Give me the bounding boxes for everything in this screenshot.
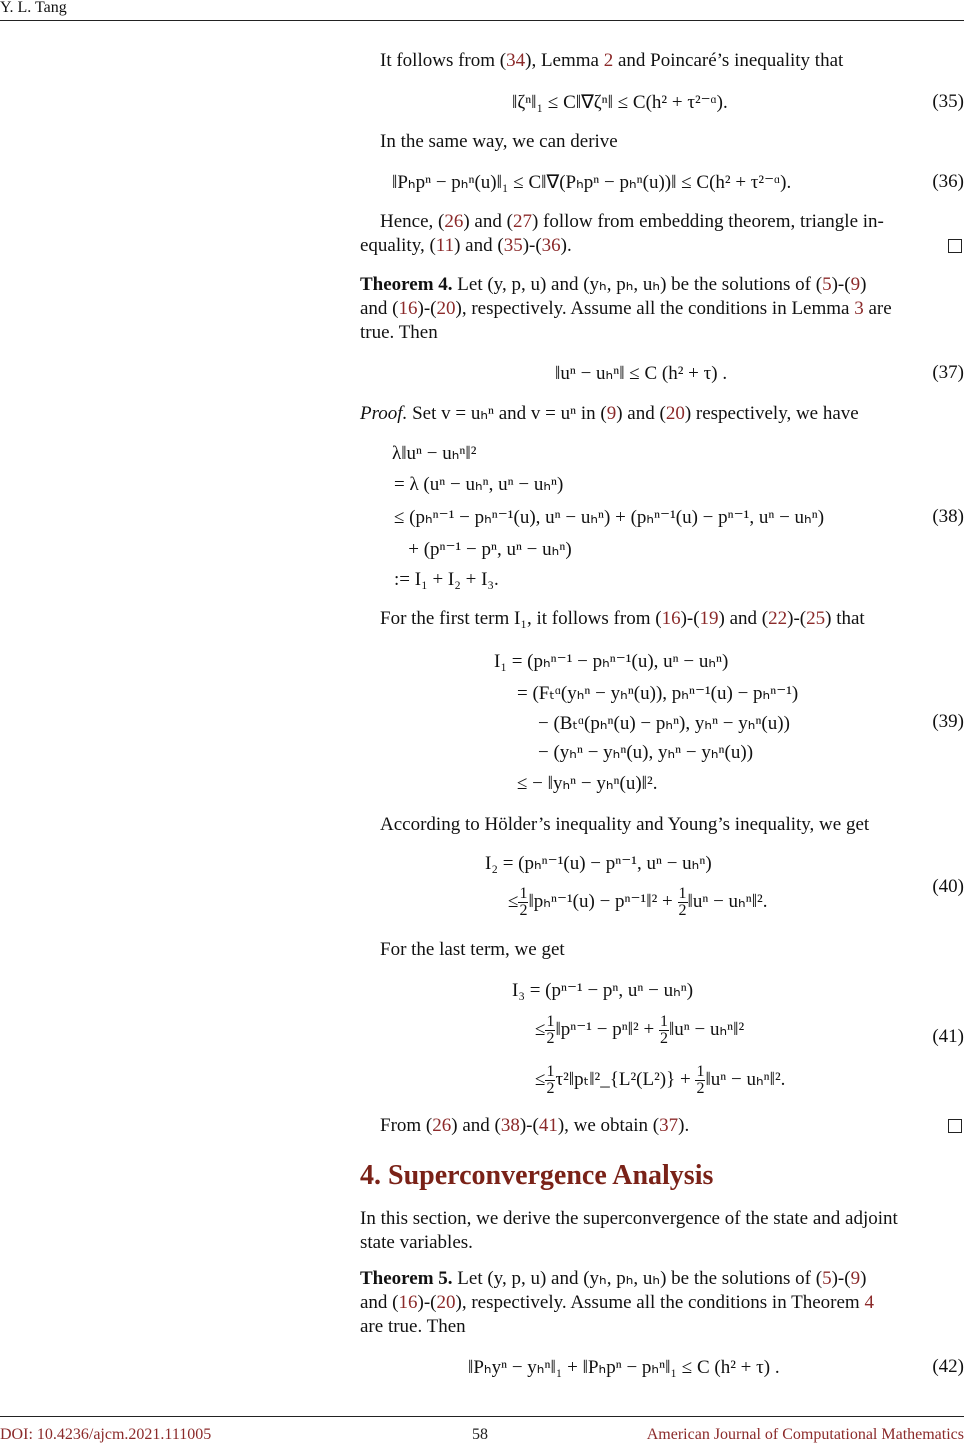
equation-number-38: (38) [932, 506, 964, 527]
equation-40-line2: ≤ $\frac{1}{2}$ ‖pₕⁿ⁻¹(u) − pⁿ⁻¹‖² + $\frac{1}{2}$ ‖uⁿ − uₕⁿ‖². [508, 885, 768, 919]
eq-ref-36[interactable]: 36 [541, 235, 561, 256]
equation-number-41: (41) [932, 1026, 964, 1047]
equation-number-36: (36) [932, 171, 964, 192]
eq-ref-37[interactable]: 37 [659, 1115, 679, 1136]
eq-ref-27[interactable]: 27 [512, 211, 532, 232]
paragraph-hence-cont: equality, (11) and (35)-(36). [360, 235, 572, 256]
lemma-ref-3[interactable]: 3 [854, 298, 864, 319]
eq-ref-26b[interactable]: 26 [432, 1115, 452, 1136]
page-number: 58 [472, 1426, 488, 1443]
eq-ref-16c[interactable]: 16 [398, 1292, 418, 1313]
equation-number-35: (35) [932, 91, 964, 112]
equation-number-42: (42) [932, 1356, 964, 1377]
section-intro-line1: In this section, we derive the superconvergence of the state and adjoint [360, 1208, 898, 1229]
equation-41-line1: I₃ = (pⁿ⁻¹ − pⁿ, uⁿ − uₕⁿ) [512, 980, 694, 1001]
eq-ref-19[interactable]: 19 [699, 608, 719, 629]
eq-ref-9c[interactable]: 9 [850, 1268, 861, 1289]
author-name: Y. L. Tang [0, 0, 67, 16]
equation-39-line3: − (Bₜᵅ(pₕⁿ(u) − pₕⁿ), yₕⁿ − yₕⁿ(u)) [538, 713, 790, 734]
equation-36: ‖Pₕpⁿ − pₕⁿ(u)‖₁ ≤ C‖∇(Pₕpⁿ − pₕⁿ(u))‖ ≤ C(h² + τ²⁻ᵅ). [392, 172, 792, 193]
eq-ref-16b[interactable]: 16 [661, 608, 681, 629]
qed-box-icon [948, 1119, 962, 1133]
eq-ref-38[interactable]: 38 [500, 1115, 520, 1136]
equation-number-39: (39) [932, 711, 964, 732]
eq-ref-34[interactable]: 34 [506, 50, 526, 71]
equation-41-line3: ≤ $\frac{1}{2}$ τ²‖pₜ‖²_{L²(L²)} + $\frac{1}{2}$ ‖uⁿ − uₕⁿ‖². [535, 1063, 786, 1097]
theorem-4: Theorem 4. Let (y, p, u) and (yₕ, pₕ, uₕ) be the solutions of (5)-(9) [360, 274, 867, 295]
journal-link[interactable]: American Journal of Computational Mathematics [646, 1426, 964, 1443]
eq-ref-5[interactable]: 5 [822, 274, 832, 295]
eq-ref-22[interactable]: 22 [768, 608, 788, 629]
eq-ref-5b[interactable]: 5 [822, 1268, 832, 1289]
theorem-5-line3: are true. Then [360, 1316, 466, 1337]
eq-ref-20c[interactable]: 20 [436, 1292, 456, 1313]
equation-38-line2: = λ (uⁿ − uₕⁿ, uⁿ − uₕⁿ) [394, 474, 564, 495]
proof-label: Proof. [360, 403, 408, 424]
equation-39-line2: = (Fₜᵅ(yₕⁿ − yₕⁿ(u)), pₕⁿ⁻¹(u) − pₕⁿ⁻¹) [517, 683, 799, 704]
equation-39-line1: I₁ = (pₕⁿ⁻¹ − pₕⁿ⁻¹(u), uⁿ − uₕⁿ) [494, 651, 729, 672]
paragraph-holder-young: According to Hölder’s inequality and Young’s inequality, we get [380, 814, 870, 835]
theorem-4-label: Theorem 4. [360, 274, 453, 295]
doi-link[interactable]: DOI: 10.4236/ajcm.2021.111005 [0, 1426, 212, 1443]
equation-38-line1: λ‖uⁿ − uₕⁿ‖² [392, 443, 477, 464]
paragraph-same-way: In the same way, we can derive [380, 131, 618, 152]
equation-37: ‖uⁿ − uₕⁿ‖ ≤ C (h² + τ) . [555, 363, 728, 384]
paragraph-conclusion: From (26) and (38)-(41), we obtain (37). [380, 1115, 690, 1136]
proof-theorem-4: Proof. Set v = uₕⁿ and v = uⁿ in (9) and (20) respectively, we have [360, 403, 859, 424]
theorem-5-line2: and (16)-(20), respectively. Assume all the conditions in Theorem 4 [360, 1292, 874, 1313]
equation-number-40: (40) [932, 876, 964, 897]
equation-39-line5: ≤ − ‖yₕⁿ − yₕⁿ(u)‖². [517, 773, 658, 794]
paragraph-last-term: For the last term, we get [380, 939, 565, 960]
equation-35: ‖ζⁿ‖₁ ≤ C‖∇ζⁿ‖ ≤ C(h² + τ²⁻ᵅ). [512, 92, 728, 113]
page-footer [0, 1416, 964, 1446]
running-header [0, 0, 964, 21]
equation-41-line2: ≤ $\frac{1}{2}$ ‖pⁿ⁻¹ − pⁿ‖² + $\frac{1}{2}$ ‖uⁿ − uₕⁿ‖² [535, 1013, 745, 1047]
section-heading: 4. Superconvergence Analysis [360, 1160, 714, 1191]
eq-ref-41[interactable]: 41 [538, 1115, 558, 1136]
qed-box-icon [948, 239, 962, 253]
equation-42: ‖Pₕyⁿ − yₕⁿ‖₁ + ‖Pₕpⁿ − pₕⁿ‖₁ ≤ C (h² + τ) . [468, 1357, 780, 1378]
paragraph-first-term: For the first term I₁, it follows from (16)-(19) and (22)-(25) that [380, 608, 865, 629]
eq-ref-9[interactable]: 9 [850, 274, 861, 295]
paragraph-hence: Hence, (26) and (27) follow from embedding theorem, triangle in- [380, 211, 884, 232]
eq-ref-20b[interactable]: 20 [665, 403, 685, 424]
fraction-half: $\frac{1}{2}$ [678, 885, 687, 919]
equation-38-line5: := I₁ + I₂ + I₃. [394, 569, 499, 590]
lemma-ref-2[interactable]: 2 [603, 50, 614, 71]
theorem-5: Theorem 5. Let (y, p, u) and (yₕ, pₕ, uₕ) be the solutions of (5)-(9) [360, 1268, 867, 1289]
eq-ref-35[interactable]: 35 [503, 235, 523, 256]
equation-38-line4: + (pⁿ⁻¹ − pⁿ, uⁿ − uₕⁿ) [394, 539, 572, 560]
equation-38-line3: ≤ (pₕⁿ⁻¹ − pₕⁿ⁻¹(u), uⁿ − uₕⁿ) + (pₕⁿ⁻¹(u) − pⁿ⁻¹, uⁿ − uₕⁿ) [394, 507, 825, 528]
eq-ref-9b[interactable]: 9 [606, 403, 617, 424]
equation-number-37: (37) [932, 362, 964, 383]
eq-ref-20[interactable]: 20 [436, 298, 456, 319]
section-intro-line2: state variables. [360, 1232, 473, 1253]
eq-ref-25[interactable]: 25 [806, 608, 826, 629]
theorem-ref-4[interactable]: 4 [864, 1292, 874, 1313]
eq-ref-11[interactable]: 11 [435, 235, 455, 256]
theorem-4-line2: and (16)-(20), respectively. Assume all the conditions in Lemma 3 are [360, 298, 892, 319]
theorem-4-line3: true. Then [360, 322, 438, 343]
equation-40-line1: I₂ = (pₕⁿ⁻¹(u) − pⁿ⁻¹, uⁿ − uₕⁿ) [485, 853, 712, 874]
fraction-half: $\frac{1}{2}$ [519, 885, 528, 919]
theorem-5-label: Theorem 5. [360, 1268, 453, 1289]
paragraph-poincare: It follows from (34), Lemma 2 and Poincaré’s inequality that [380, 50, 844, 71]
eq-ref-16[interactable]: 16 [398, 298, 418, 319]
equation-39-line4: − (yₕⁿ − yₕⁿ(u), yₕⁿ − yₕⁿ(u)) [538, 742, 754, 763]
eq-ref-26[interactable]: 26 [444, 211, 464, 232]
